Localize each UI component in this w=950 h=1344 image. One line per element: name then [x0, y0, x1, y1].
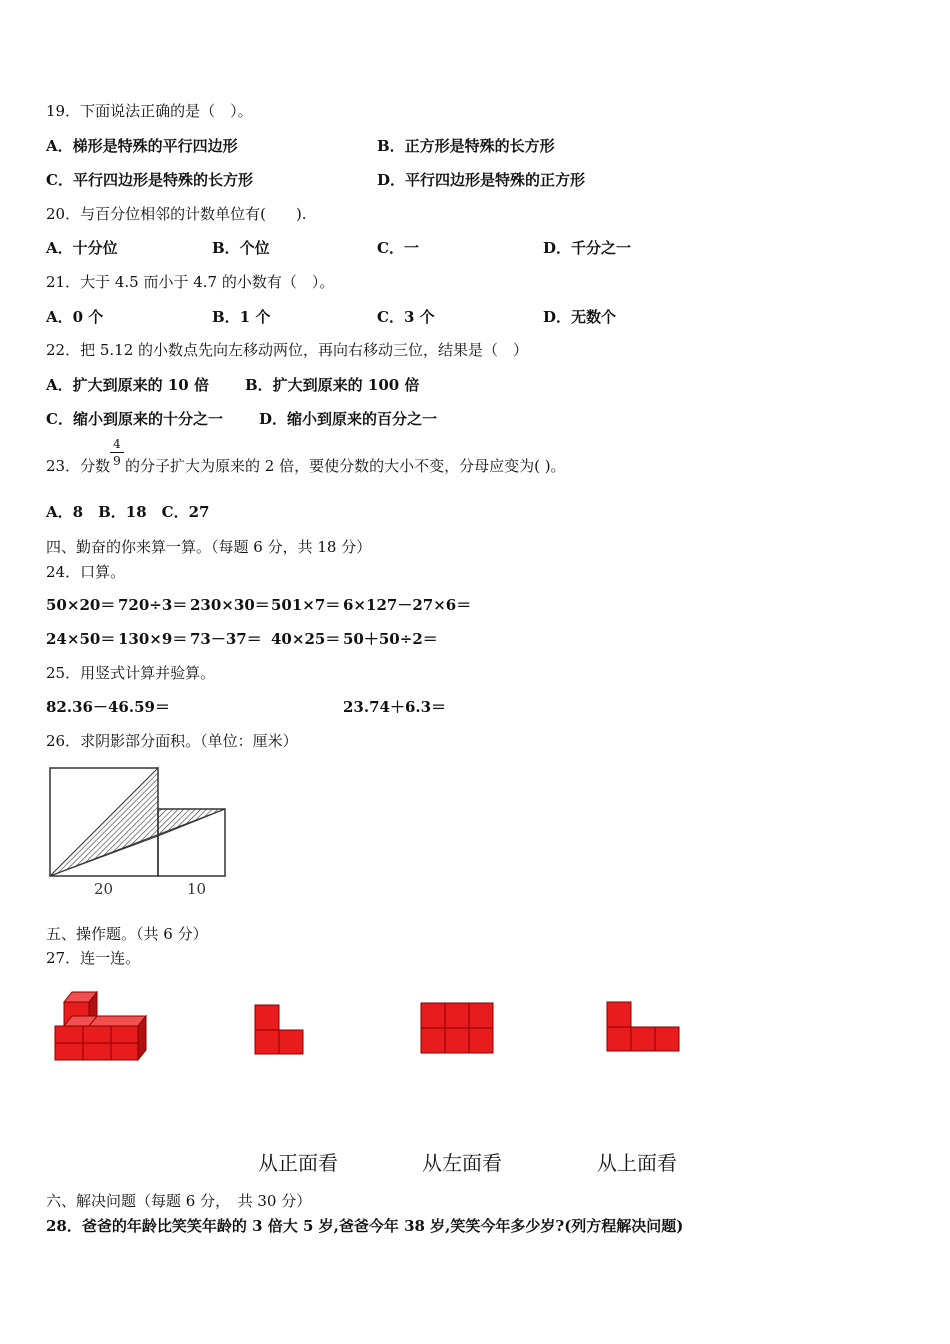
q28-stem: 28．爸爸的年龄比笑笑年龄的 3 倍大 5 岁,爸爸今年 38 岁,笑笑今年多少岁?(列方程解决问题): [46, 1217, 684, 1235]
q21-option-b: B．1 个: [212, 308, 271, 326]
q24-r1-4: 501×7＝: [271, 596, 341, 614]
q24-r2-2: 130×9＝: [118, 630, 188, 648]
label-10: 10: [187, 880, 207, 898]
section-six-heading: 六、解决问题（每题 6 分， 共 30 分）: [46, 1192, 312, 1210]
q25-stem: 25．用竖式计算并验算。: [46, 664, 216, 682]
q19-option-d: D．平行四边形是特殊的正方形: [377, 171, 586, 189]
q22-stem: 22．把 5.12 的小数点先向左移动两位，再向右移动三位，结果是（ ）: [46, 341, 529, 359]
q24-r2-3: 73－37＝: [190, 630, 262, 648]
section-five-heading: 五、操作题。（共 6 分）: [46, 925, 208, 943]
q24-r2-1: 24×50＝: [46, 630, 116, 648]
q25-item-1: 82.36－46.59＝: [46, 698, 170, 716]
q21-option-a: A．0 个: [46, 308, 104, 326]
q24-r1-2: 720÷3＝: [118, 596, 188, 614]
q24-r1-5: 6×127－27×6＝: [343, 596, 472, 614]
q21-option-d: D．无数个: [543, 308, 617, 326]
q20-stem: 20．与百分位相邻的计数单位有( ).: [46, 205, 307, 223]
q20-option-c: C．一: [377, 239, 419, 257]
q20-option-b: B．个位: [212, 239, 270, 257]
q26-stem: 26．求阴影部分面积。（单位：厘米）: [46, 732, 298, 750]
q19-option-b: B．正方形是特殊的长方形: [377, 137, 555, 155]
shaded-triangle-left: [50, 768, 158, 876]
q24-r1-1: 50×20＝: [46, 596, 116, 614]
q21-stem: 21．大于 4.5 而小于 4.7 的小数有（ ）。: [46, 273, 335, 291]
left-view-label: 从左面看: [422, 1151, 502, 1175]
q24-r2-5: 50＋50÷2＝: [343, 630, 438, 648]
q20-option-d: D．千分之一: [543, 239, 632, 257]
q20-option-a: A．十分位: [46, 239, 118, 257]
view-shape-l-long: [606, 1001, 682, 1053]
q25-item-2: 23.74＋6.3＝: [343, 698, 447, 716]
q23-stem-suffix: 的分子扩大为原来的 2 倍，要使分数的大小不变，分母应变为( )。: [125, 457, 566, 475]
top-view-label: 从上面看: [597, 1151, 677, 1175]
q27-stem: 27．连一连。: [46, 949, 141, 967]
fraction-four-ninths: [110, 437, 124, 468]
q24-stem: 24．口算。: [46, 563, 126, 581]
fraction-bar: [110, 452, 124, 453]
fraction-numerator: 4: [113, 437, 121, 451]
q23-options: A．8 B．18 C．27: [46, 503, 210, 521]
q19-stem: 19．下面说法正确的是（ ）。: [46, 102, 253, 120]
label-20: 20: [94, 880, 114, 898]
q19-option-a: A．梯形是特殊的平行四边形: [46, 137, 238, 155]
view-shape-grid: [420, 1002, 496, 1055]
q22-option-a: A．扩大到原来的 10 倍: [46, 376, 209, 394]
view-shape-l-small: [254, 1004, 306, 1056]
q22-option-c: C．缩小到原来的十分之一: [46, 410, 223, 428]
q21-option-c: C．3 个: [377, 308, 435, 326]
q24-r1-3: 230×30＝: [190, 596, 270, 614]
section-four-heading: 四、勤奋的你来算一算。（每题 6 分，共 18 分）: [46, 538, 372, 556]
q22-option-b: B．扩大到原来的 100 倍: [245, 376, 420, 394]
q24-r2-4: 40×25＝: [271, 630, 341, 648]
front-view-label: 从正面看: [258, 1151, 338, 1175]
q23-stem-prefix: 23．分数: [46, 457, 111, 475]
q19-option-c: C．平行四边形是特殊的长方形: [46, 171, 253, 189]
cube-stack-figure: [50, 988, 155, 1066]
fraction-denominator: 9: [113, 454, 121, 468]
q22-option-d: D．缩小到原来的百分之一: [259, 410, 438, 428]
shaded-area-figure: [44, 762, 234, 902]
